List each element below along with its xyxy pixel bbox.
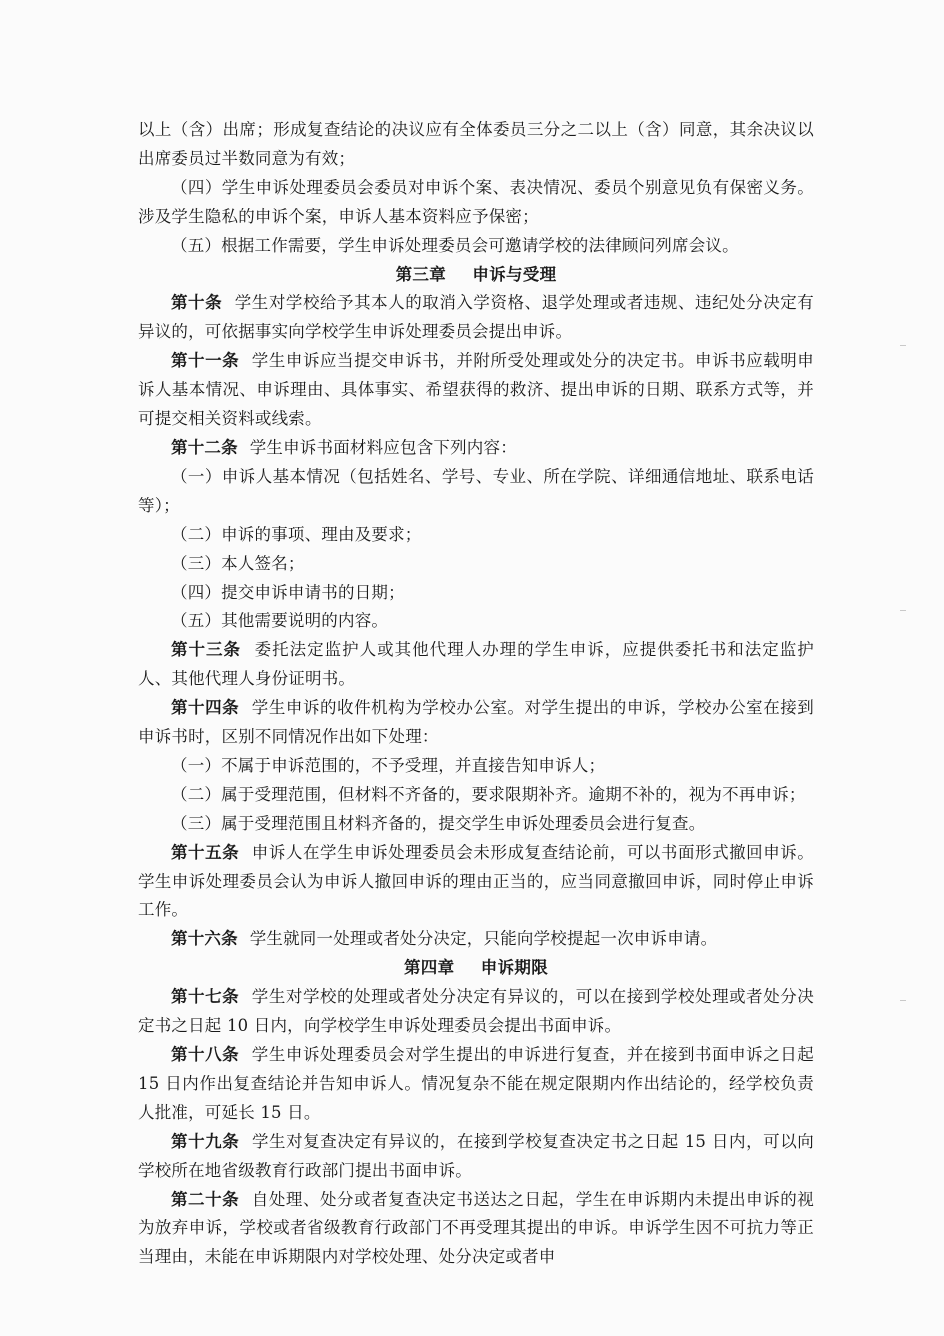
article-text: 学生就同一处理或者处分决定，只能向学校提起一次申诉申请。 <box>249 929 718 949</box>
body-paragraph: 以上（含）出席；形成复查结论的决议应有全体委员三分之二以上（含）同意，其余决议以出席委员过半数同意为有效； <box>138 120 814 168</box>
article-text: 学生申诉处理委员会对学生提出的申诉进行复查，并在接到书面申诉之日起 15 日内作出复查结论并告知申诉人。情况复杂不能在规定限期内作出结论的，经学校负责人批准，可延长 15 日。 <box>138 1045 815 1122</box>
article-paragraph <box>138 1128 814 1186</box>
article-number: 第十四条 <box>171 698 240 718</box>
body-paragraph: （一）申诉人基本情况（包括姓名、学号、专业、所在学院、详细通信地址、联系电话等）； <box>138 466 814 515</box>
article-paragraph <box>138 839 814 926</box>
article-paragraph <box>138 925 814 954</box>
document-body <box>138 116 814 1272</box>
scan-edge-mark <box>900 610 906 611</box>
article-number: 第十七条 <box>171 987 240 1007</box>
article-number: 第十条 <box>171 293 223 313</box>
article-paragraph <box>138 983 814 1041</box>
chapter-number: 第三章 <box>395 264 446 284</box>
article-paragraph <box>138 636 814 694</box>
article-paragraph <box>138 1041 814 1128</box>
scan-edge-mark <box>900 345 906 346</box>
chapter-title: 申诉期限 <box>480 958 548 978</box>
chapter-title: 申诉与受理 <box>472 264 557 284</box>
body-paragraph: （二）申诉的事项、理由及要求； <box>171 524 422 544</box>
article-number: 第十二条 <box>171 437 238 457</box>
article-text: 委托法定监护人或其他代理人办理的学生申诉，应提供委托书和法定监护人、其他代理人身份证明书。 <box>138 640 815 689</box>
article-text: 学生申诉应当提交申诉书，并附所受处理或处分的决定书。申诉书应载明申诉人基本情况、申诉理由、具体事实、希望获得的救济、提出申诉的日期、联系方式等，并可提交相关资料或线索。 <box>138 351 815 429</box>
article-paragraph <box>138 434 814 463</box>
article-paragraph <box>138 347 814 434</box>
article-paragraph <box>138 1186 814 1273</box>
article-number: 第十一条 <box>171 351 240 371</box>
body-paragraph: （三）属于受理范围且材料齐备的，提交学生申诉处理委员会进行复查。 <box>171 813 706 833</box>
article-number: 第二十条 <box>171 1189 240 1209</box>
body-paragraph: （五）根据工作需要，学生申诉处理委员会可邀请学校的法律顾问列席会议。 <box>171 235 739 255</box>
chapter-heading <box>138 261 814 290</box>
article-text: 学生对学校的处理或者处分决定有异议的，可以在接到学校处理或者处分决定书之日起 10 日内，向学校学生申诉处理委员会提出书面申诉。 <box>138 987 815 1036</box>
article-text: 学生申诉的收件机构为学校办公室。对学生提出的申诉，学校办公室在接到申诉书时，区别不同情况作出如下处理： <box>138 698 815 747</box>
body-paragraph: （二）属于受理范围，但材料不齐备的，要求限期补齐。逾期不补的，视为不再申诉； <box>171 784 806 804</box>
article-number: 第十三条 <box>171 640 242 660</box>
article-text: 学生申诉书面材料应包含下列内容： <box>249 437 517 457</box>
chapter-heading <box>138 954 814 983</box>
body-paragraph: （五）其他需要说明的内容。 <box>171 611 389 631</box>
article-text: 学生对复查决定有异议的，在接到学校复查决定书之日起 15 日内，可以向学校所在地省级教育行政部门提出书面申诉。 <box>138 1131 814 1180</box>
article-number: 第十六条 <box>171 929 238 949</box>
article-number: 第十八条 <box>171 1045 240 1064</box>
article-paragraph <box>138 289 814 347</box>
article-paragraph <box>138 694 814 752</box>
body-paragraph: （一）不属于申诉范围的，不予受理，并直接告知申诉人； <box>171 755 606 775</box>
article-text: 申诉人在学生申诉处理委员会未形成复查结论前，可以书面形式撤回申诉。学生申诉处理委员会认为申诉人撤回申诉的理由正当的，应当同意撤回申诉，同时停止申诉工作。 <box>138 842 815 920</box>
scan-edge-mark <box>900 1000 906 1001</box>
body-paragraph: （四）学生申诉处理委员会委员对申诉个案、表决情况、委员个别意见负有保密义务。涉及学生隐私的申诉个案，申诉人基本资料应予保密； <box>138 177 814 226</box>
body-paragraph: （三）本人签名； <box>171 553 305 573</box>
article-number: 第十九条 <box>171 1131 240 1151</box>
body-paragraph: （四）提交申诉申请书的日期； <box>171 582 405 602</box>
article-text: 自处理、处分或者复查决定书送达之日起，学生在申诉期内未提出申诉的视为放弃申诉，学校或者省级教育行政部门不再受理其提出的申诉。申诉学生因不可抗力等正当理由，未能在申诉期限内对学校处理、处分决定或者申 <box>138 1189 815 1267</box>
chapter-number: 第四章 <box>404 958 455 978</box>
article-text: 学生对学校给予其本人的取消入学资格、退学处理或者违规、违纪处分决定有异议的，可依据事实向学校学生申诉处理委员会提出申诉。 <box>138 293 815 342</box>
article-number: 第十五条 <box>171 842 240 862</box>
